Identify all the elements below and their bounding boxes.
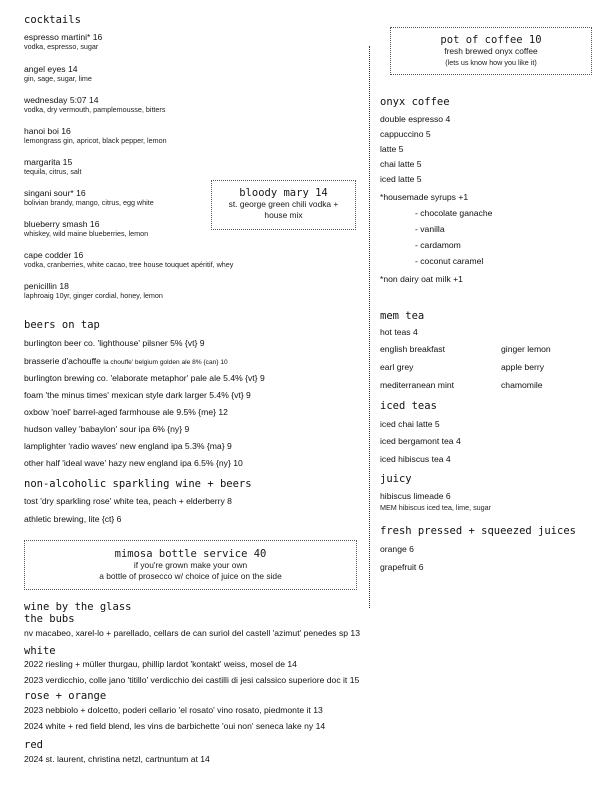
column-divider <box>369 46 370 608</box>
syrup-item: - cardamom <box>415 240 461 250</box>
list-item <box>24 219 148 238</box>
list-item: chai latte 5 <box>380 159 422 169</box>
list-item <box>24 126 167 145</box>
item-desc: vodka, dry vermouth, pamplemousse, bitters <box>24 105 166 114</box>
list-item: iced chai latte 5 <box>380 419 440 429</box>
item-name: wednesday 5:07 14 <box>24 95 99 105</box>
item-desc: vodka, cranberries, white cacao, tree house touquet apéritif, whey <box>24 260 234 269</box>
mimosa-line1: if you're grown make your own <box>133 560 248 570</box>
list-item: hibiscus limeade 6 <box>380 491 451 501</box>
syrup-item: - vanilla <box>415 224 445 234</box>
syrup-item: - coconut caramel <box>415 256 484 266</box>
list-item <box>24 356 228 366</box>
list-item <box>24 250 233 269</box>
mem-tea-heading: mem tea <box>380 310 425 322</box>
list-item <box>24 188 154 207</box>
pot-of-coffee-title: pot of coffee 10 <box>440 34 542 46</box>
list-item: 2024 st. laurent, christina netzl, cartnuntum at 14 <box>24 754 210 764</box>
list-item: iced latte 5 <box>380 174 422 184</box>
item-desc: vodka, espresso, sugar <box>24 42 99 51</box>
mimosa-box <box>24 540 357 590</box>
list-item: grapefruit 6 <box>380 562 424 572</box>
item-name: espresso martini* 16 <box>24 32 103 42</box>
white-heading: white <box>24 645 56 657</box>
beer-detail: la chouffe' belgium golden ale 8% {can} 10 <box>103 359 228 366</box>
item-name: penicillin 18 <box>24 281 69 291</box>
juicy-heading: juicy <box>380 473 412 485</box>
wine-heading: wine by the glass <box>24 601 132 613</box>
oat-milk-note: *non dairy oat milk +1 <box>380 274 463 284</box>
list-item <box>24 95 165 114</box>
pot-of-coffee-line1: fresh brewed onyx coffee <box>444 46 538 56</box>
list-item: burlington brewing co. 'elaborate metaphor' pale ale 5.4% {vt} 9 <box>24 373 265 383</box>
beer-name: brasserie d'achouffe <box>24 356 101 366</box>
list-item: other half 'ideal wave' hazy new england ipa 6.5% {ny} 10 <box>24 458 243 468</box>
list-item: hudson valley 'babaylon' sour ipa 6% {ny} 9 <box>24 424 190 434</box>
non-alcoholic-heading: non-alcoholic sparkling wine + beers <box>24 478 252 490</box>
list-item: oxbow 'noel' barrel-aged farmhouse ale 9.5% {me} 12 <box>24 407 228 417</box>
list-item: 2024 white + red field blend, les vins de barbichette 'oui non' seneca lake ny 14 <box>24 721 326 731</box>
list-item: 2022 riesling + müller thurgau, phillip lardot 'kontakt' weiss, mosel de 14 <box>24 659 297 669</box>
mimosa-title: mimosa bottle service 40 <box>114 548 267 560</box>
list-item: iced hibiscus tea 4 <box>380 454 451 464</box>
bloody-mary-title: bloody mary 14 <box>239 187 328 199</box>
rose-heading: rose + orange <box>24 690 107 702</box>
item-name: angel eyes 14 <box>24 64 78 74</box>
hot-teas-subheading: hot teas 4 <box>380 327 418 337</box>
iced-teas-heading: iced teas <box>380 400 437 412</box>
beers-heading: beers on tap <box>24 319 100 331</box>
fresh-juices-heading: fresh pressed + squeezed juices <box>380 525 576 537</box>
list-item: athletic brewing, lite {ct} 6 <box>24 514 122 524</box>
item-name: margarita 15 <box>24 157 73 167</box>
list-item: double espresso 4 <box>380 114 451 124</box>
syrups-title: *housemade syrups +1 <box>380 192 469 202</box>
item-name: cape codder 16 <box>24 250 84 260</box>
item-desc: gin, sage, sugar, lime <box>24 74 92 83</box>
item-name: blueberry smash 16 <box>24 219 100 229</box>
list-item: nv macabeo, xarel-lo + parellado, cellars de can suriol del castell 'azimut' penedes sp 13 <box>24 628 360 638</box>
list-item <box>24 32 102 51</box>
onyx-coffee-heading: onyx coffee <box>380 96 450 108</box>
list-item <box>24 157 82 176</box>
list-item: lamplighter 'radio waves' new england ipa 5.3% {ma} 9 <box>24 441 232 451</box>
list-item: cappuccino 5 <box>380 129 431 139</box>
item-desc: MEM hibiscus iced tea, lime, sugar <box>380 503 492 512</box>
list-item: earl grey <box>380 362 414 372</box>
list-item: ginger lemon <box>501 344 551 354</box>
list-item <box>24 281 163 300</box>
bloody-mary-line2: house mix <box>264 210 303 220</box>
list-item: chamomile <box>501 380 543 390</box>
item-desc: laphroaig 10yr, ginger cordial, honey, lemon <box>24 291 163 300</box>
list-item: english breakfast <box>380 344 445 354</box>
list-item: iced bergamont tea 4 <box>380 436 461 446</box>
red-heading: red <box>24 739 43 751</box>
item-name: singani sour* 16 <box>24 188 86 198</box>
list-item: apple berry <box>501 362 544 372</box>
bubs-heading: the bubs <box>24 613 75 625</box>
list-item: 2023 verdicchio, colle jano 'titillo' verdicchio dei castilli di jesi calssico superiore doc it 15 <box>24 675 360 685</box>
list-item: latte 5 <box>380 144 404 154</box>
syrup-item: - chocolate ganache <box>415 208 493 218</box>
list-item: mediterranean mint <box>380 380 455 390</box>
bloody-mary-line1: st. george green chili vodka + <box>228 199 339 209</box>
pot-of-coffee-box <box>390 27 592 75</box>
item-name: hanoi boi 16 <box>24 126 71 136</box>
item-desc: bolivian brandy, mango, citrus, egg white <box>24 198 154 207</box>
mimosa-line2: a bottle of prosecco w/ choice of juice on the side <box>99 571 282 581</box>
list-item: orange 6 <box>380 544 414 554</box>
pot-of-coffee-line2: (lets us know how you like it) <box>445 58 537 67</box>
bloody-mary-box <box>211 180 356 230</box>
list-item: 2023 nebbiolo + dolcetto, poderi cellario 'el rosato' vino rosato, piedmonte it 13 <box>24 705 323 715</box>
item-desc: whiskey, wild maine blueberries, lemon <box>24 229 149 238</box>
item-desc: tequila, citrus, salt <box>24 167 82 176</box>
list-item: tost 'dry sparkling rose' white tea, peach + elderberry 8 <box>24 496 232 506</box>
cocktails-heading: cocktails <box>24 14 81 26</box>
item-desc: lemongrass gin, apricot, black pepper, lemon <box>24 136 167 145</box>
list-item: burlington beer co. 'lighthouse' pilsner 5% {vt} 9 <box>24 338 205 348</box>
list-item: foam 'the minus times' mexican style dark larger 5.4% {vt} 9 <box>24 390 251 400</box>
list-item <box>24 64 92 83</box>
